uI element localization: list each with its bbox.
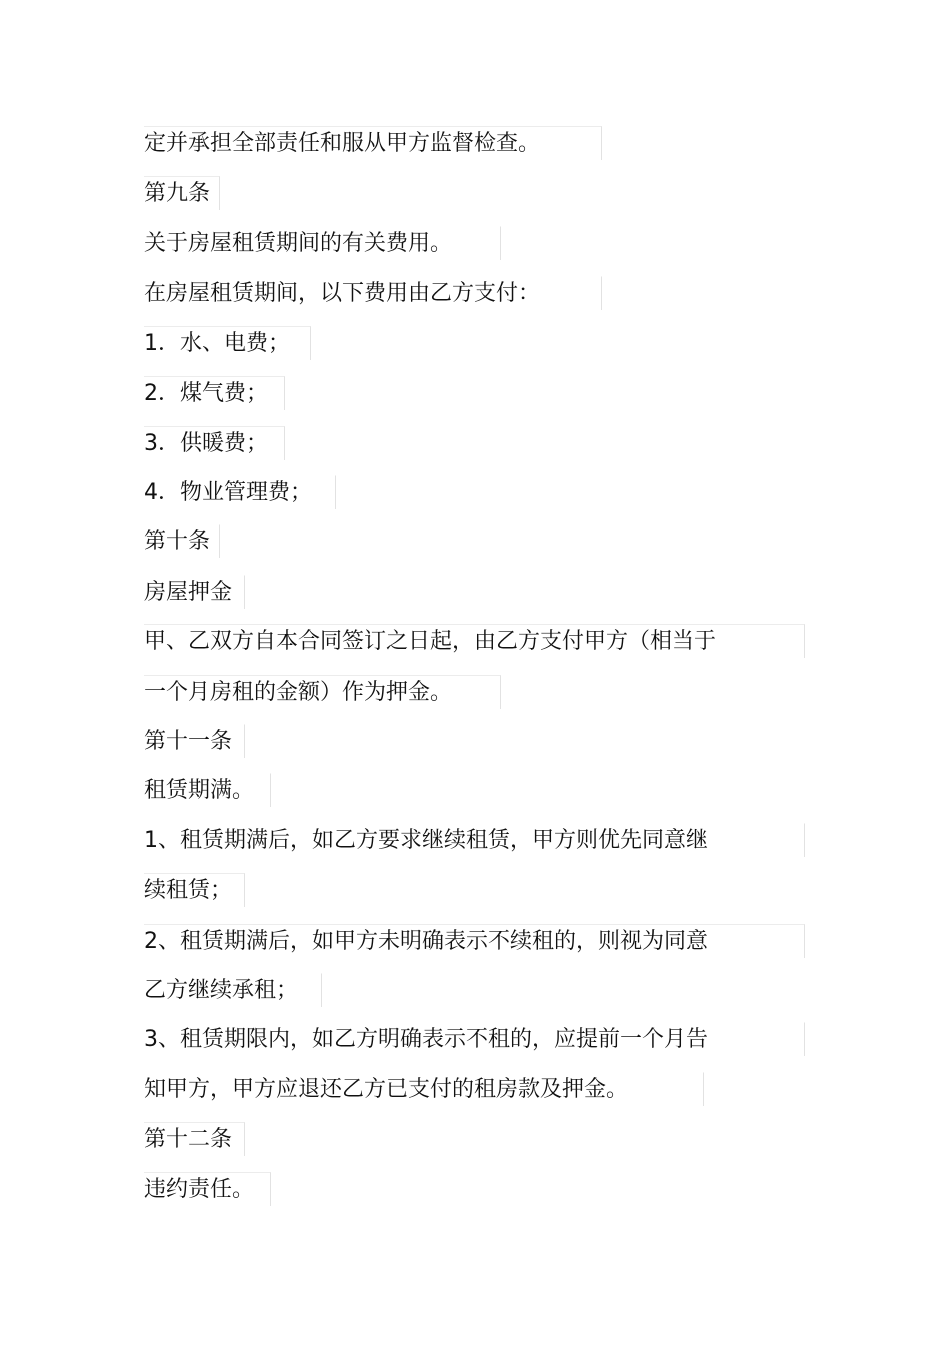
text-line-4-content: 在房屋租赁期间，以下费用由乙方支付： [144, 281, 541, 306]
text-line-3-content: 关于房屋租赁期间的有关费用。 [144, 231, 453, 256]
list-item-2 [144, 376, 285, 410]
text-line-11-content: 甲、乙双方自本合同签订之日起，由乙方支付甲方（相当于 [144, 629, 717, 654]
text-line-1-content: 定并承担全部责任和服从甲方监督检查。 [144, 131, 541, 156]
text-line-14 [144, 773, 271, 807]
article-heading-9-content: 第九条 [144, 181, 211, 206]
text-line-10 [144, 575, 245, 609]
text-line-19-content: 3、租赁期限内，如乙方明确表示不租的，应提前一个月告 [144, 1027, 708, 1052]
text-line-22 [144, 1172, 271, 1206]
text-line-1 [144, 126, 602, 160]
article-heading-12-content: 第十二条 [144, 1127, 233, 1152]
list-item-1 [144, 326, 311, 360]
text-line-20-content: 知甲方，甲方应退还乙方已支付的租房款及押金。 [144, 1077, 629, 1102]
text-line-18 [144, 973, 322, 1007]
text-line-3 [144, 226, 501, 260]
text-line-12 [144, 675, 501, 709]
text-line-17-content: 2、租赁期满后，如甲方未明确表示不续租的，则视为同意 [144, 929, 708, 954]
text-line-12-content: 一个月房租的金额）作为押金。 [144, 680, 453, 705]
text-line-14-content: 租赁期满。 [144, 778, 255, 803]
text-line-10-content: 房屋押金 [144, 580, 233, 605]
list-item-4 [144, 475, 336, 509]
text-line-11 [144, 624, 805, 658]
text-line-16 [144, 873, 245, 907]
article-heading-10-content: 第十条 [144, 529, 211, 554]
text-line-15-content: 1、租赁期满后，如乙方要求继续租赁，甲方则优先同意继 [144, 828, 708, 853]
text-line-18-content: 乙方继续承租； [144, 978, 299, 1003]
article-heading-9 [144, 176, 220, 210]
list-item-3-content: 3．供暖费； [144, 431, 268, 456]
list-item-1-content: 1．水、电费； [144, 331, 290, 356]
text-line-15 [144, 823, 805, 857]
list-item-3 [144, 426, 285, 460]
text-line-4 [144, 276, 602, 310]
list-item-4-content: 4．物业管理费； [144, 480, 312, 505]
article-heading-10 [144, 524, 220, 558]
text-line-16-content: 续租赁； [144, 878, 233, 903]
article-heading-11 [144, 724, 245, 758]
text-line-20 [144, 1072, 704, 1106]
article-heading-12 [144, 1122, 245, 1156]
text-line-17 [144, 924, 805, 958]
article-heading-11-content: 第十一条 [144, 729, 233, 754]
list-item-2-content: 2．煤气费； [144, 381, 268, 406]
text-line-19 [144, 1022, 805, 1056]
text-line-22-content: 违约责任。 [144, 1177, 255, 1202]
